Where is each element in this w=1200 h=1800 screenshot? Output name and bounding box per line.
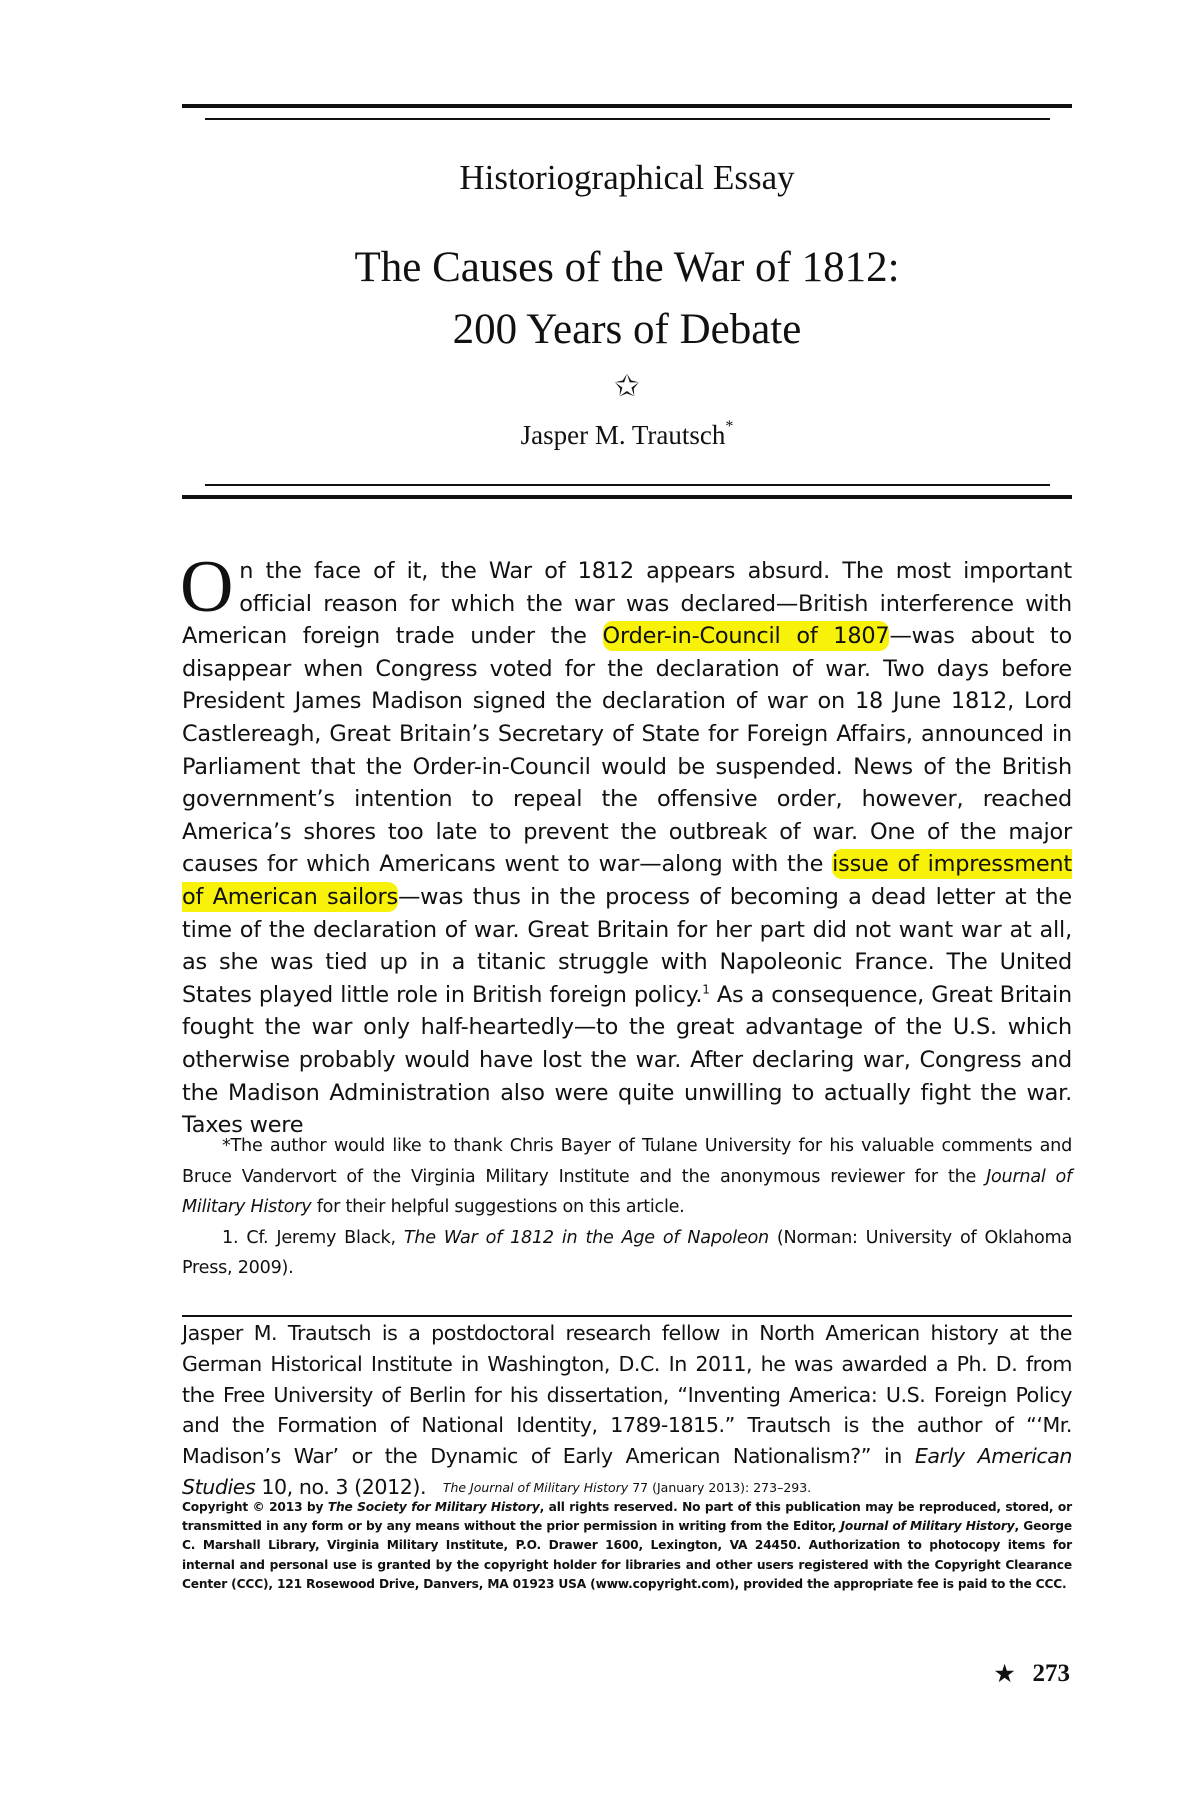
drop-cap: O (180, 546, 234, 628)
body-text-part-4: As a consequence, Great Britain fought the war only half-heartedly—to the great advantage of the U.S. which otherwise probably would have lost the war. After declaring war, Congress and the Madison Administration also were quite unwilling to actually fight the war. Taxes were (182, 981, 1072, 1139)
author-name: Jasper M. Trautsch (520, 420, 726, 450)
footnote-star-text: *The author would like to thank Chris Bayer of Tulane University for his valuable comments and Bruce Vandervort of the Virginia Military Institute and the anonymous reviewer for the (182, 1136, 1072, 1187)
body-text-part-2: —was about to disappear when Congress voted for the declaration of war. Two days before President James Madison signed the declaration of war on 18 June 1812, Lord Castlereagh, Great Britain’s Secretary of State for Foreign Affairs, announced in Parliament that the Order-in-Council would be suspended. News of the British government’s intention to repeal the offensive order, however, reached America’s shores too late to prevent the outbreak of war. One of the major causes for which Americans went to war—along with the (182, 623, 1073, 878)
author-byline (182, 420, 1072, 451)
copyright-notice (182, 1498, 1072, 1594)
author-footnote-mark: * (725, 418, 734, 435)
footnote-1-book: The War of 1812 in the Age of Napoleon (403, 1227, 769, 1248)
footnotes (182, 1131, 1072, 1284)
footnote-1 (182, 1223, 1072, 1284)
footnote-star (182, 1131, 1072, 1223)
highlight-order-in-council[interactable]: Order-in-Council of 1807 (602, 623, 890, 650)
bio-rule (182, 1315, 1072, 1317)
author-bio-text-end: 10, no. 3 (2012). (255, 1474, 427, 1499)
copyright-text-3: , George C. Marshall Library, Virginia Military Institute, P.O. Drawer 1600, Lexington, VA 24450. Authorization to photocopy items for internal and personal use is granted by the copyright holder for libraries and other users registered with the Copyright Clearance Center (CCC), 121 Rosewood Drive, Danvers, MA 01923 USA (www.copyright.com), provided the appropriate fee is paid to the CCC. (182, 1519, 1072, 1591)
star-bullet-icon: ★ (994, 1661, 1015, 1686)
title-line-2: 200 Years of Debate (452, 306, 802, 353)
top-rule-thick (182, 104, 1072, 108)
author-bio (182, 1318, 1072, 1503)
copyright-journal: Journal of Military History (840, 1519, 1015, 1534)
copyright-text-1: Copyright © 2013 by (182, 1500, 328, 1514)
header-bottom-rule-thin (205, 484, 1050, 486)
page-number-area (995, 1660, 1070, 1688)
copyright-society: The Society for Military History (327, 1500, 540, 1514)
footnote-star-text-end: for their helpful suggestions on this article. (311, 1197, 685, 1217)
footnote-star-journal: Journal of Military History (182, 1166, 1072, 1217)
footnote-1-text-end: (Norman: University of Oklahoma Press, 2009). (182, 1227, 1072, 1278)
journal-issue: 77 (January 2013): 273–293. (628, 1480, 812, 1495)
header-bottom-rule-thick (182, 495, 1072, 499)
title-line-1: The Causes of the War of 1812: (354, 244, 900, 291)
body-text-part-3: —was thus in the process of becoming a dead letter at the time of the declaration of war. Great Britain for her part did not want war at all, as she was tied up in a titanic struggle with Napoleonic France. The United States played little role in British foreign policy. (182, 883, 1072, 1008)
journal-citation (182, 1480, 1072, 1496)
body-text-part-1: n the face of it, the War of 1812 appears absurd. The most important official reason for which the war was declared—British interference with American foreign trade under the (182, 558, 1072, 650)
footnote-ref-1[interactable]: 1 (702, 982, 710, 997)
page-number: 273 (1032, 1660, 1070, 1687)
author-bio-text: Jasper M. Trautsch is a postdoctoral research fellow in North American history at the German Historical Institute in Washington, D.C. In 2011, he was awarded a Ph. D. from the Free University of Berlin for his dissertation, “Inventing America: U.S. Foreign Policy and the Formation of National Identity, 1789-1815.” Trautsch is the author of “‘Mr. Madison’s War’ or the Dynamic of Early American Nationalism?” in (182, 1321, 1072, 1469)
journal-name: The Journal of Military History (442, 1480, 629, 1495)
footnote-1-text: 1. Cf. Jeremy Black, (222, 1227, 404, 1248)
copyright-text-2: , all rights reserved. No part of this publication may be reproduced, stored, or transmitted in any form or by any means without the prior permission in writing from the Editor, (182, 1500, 1073, 1534)
essay-label: Historiographical Essay (459, 158, 795, 197)
author-bio-journal: Early American Studies (182, 1444, 1072, 1499)
star-ornament-icon: ✩ (614, 370, 640, 403)
top-rule-thin (205, 118, 1050, 120)
highlight-impressment[interactable]: issue of impressment of American sailors (182, 851, 1072, 910)
body-paragraph (180, 546, 1073, 1142)
